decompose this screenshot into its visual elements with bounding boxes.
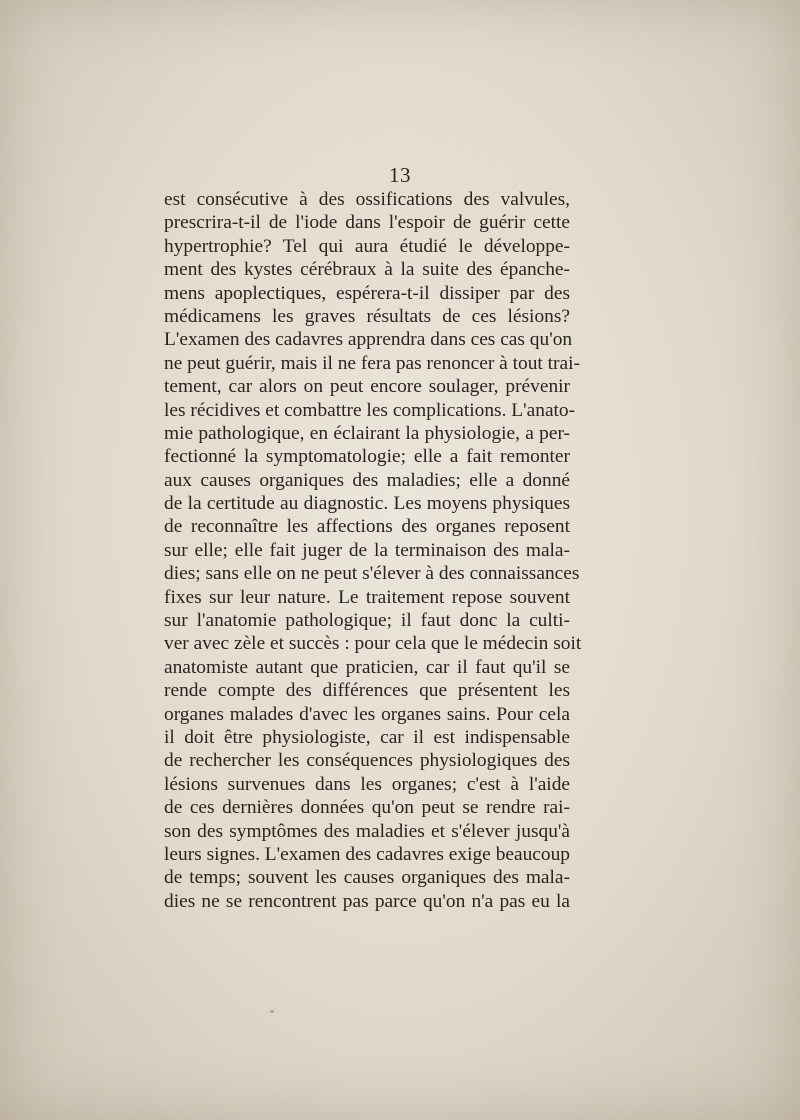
text-line: sur l'anatomie pathologique; il faut donc la culti- [164,610,570,632]
text-line: les récidives et combattre les complications. L'anato- [164,399,576,421]
text-line: dies; sans elle on ne peut s'élever à des connaissances [164,563,580,585]
text-line: rende compte des différences que présentent les [164,680,570,702]
text-line: aux causes organiques des maladies; elle a donné [164,469,570,491]
text-line: ver avec zèle et succès : pour cela que le médecin soit [164,633,582,655]
text-line: lésions survenues dans les organes; c'est à l'aide [164,773,570,795]
text-line: prescrira-t-il de l'iode dans l'espoir de guérir cette [164,212,570,234]
text-line: de reconnaître les affections des organes reposent [164,516,570,538]
text-line: est consécutive à des ossifications des valvules, [164,189,570,210]
text-line: tement, car alors on peut encore soulager, prévenir [164,376,570,398]
text-line: de ces dernières données qu'on peut se rendre rai- [164,797,570,819]
text-line: dies ne se rencontrent pas parce qu'on n'a pas eu la [164,890,570,912]
text-line: organes malades d'avec les organes sains. Pour cela [164,703,570,725]
text-line: leurs signes. L'examen des cadavres exige beaucoup [164,843,570,865]
text-line: sur elle; elle fait juger de la terminaison des mala- [164,539,570,561]
text-line: L'examen des cadavres apprendra dans ces cas qu'on [164,329,573,351]
text-line: mens apoplectiques, espérera-t-il dissiper par des [164,282,570,304]
text-line: de rechercher les conséquences physiologiques des [164,750,570,772]
text-line: anatomiste autant que praticien, car il faut qu'il se [164,656,570,678]
text-line: son des symptômes des maladies et s'élever jusqu'à [164,820,570,842]
text-line: hypertrophie? Tel qui aura étudié le développe- [164,235,570,257]
paper-speck [270,1010,274,1013]
text-line: de temps; souvent les causes organiques des mala- [164,867,570,889]
text-line: il doit être physiologiste, car il est indispensable [164,726,570,748]
text-line: ne peut guérir, mais il ne fera pas renoncer à tout trai- [164,352,580,374]
text-line: médicamens les graves résultats de ces lésions? [164,305,570,327]
text-line: fixes sur leur nature. Le traitement repose souvent [164,586,570,608]
text-line: fectionné la symptomatologie; elle a fait remonter [164,446,570,468]
body-text [164,188,582,913]
text-line: de la certitude au diagnostic. Les moyens physiques [164,493,570,515]
text-line: mie pathologique, en éclairant la physiologie, a per- [164,422,570,444]
page-number: 13 [389,163,411,187]
text-line: ment des kystes cérébraux à la suite des épanche- [164,259,570,281]
